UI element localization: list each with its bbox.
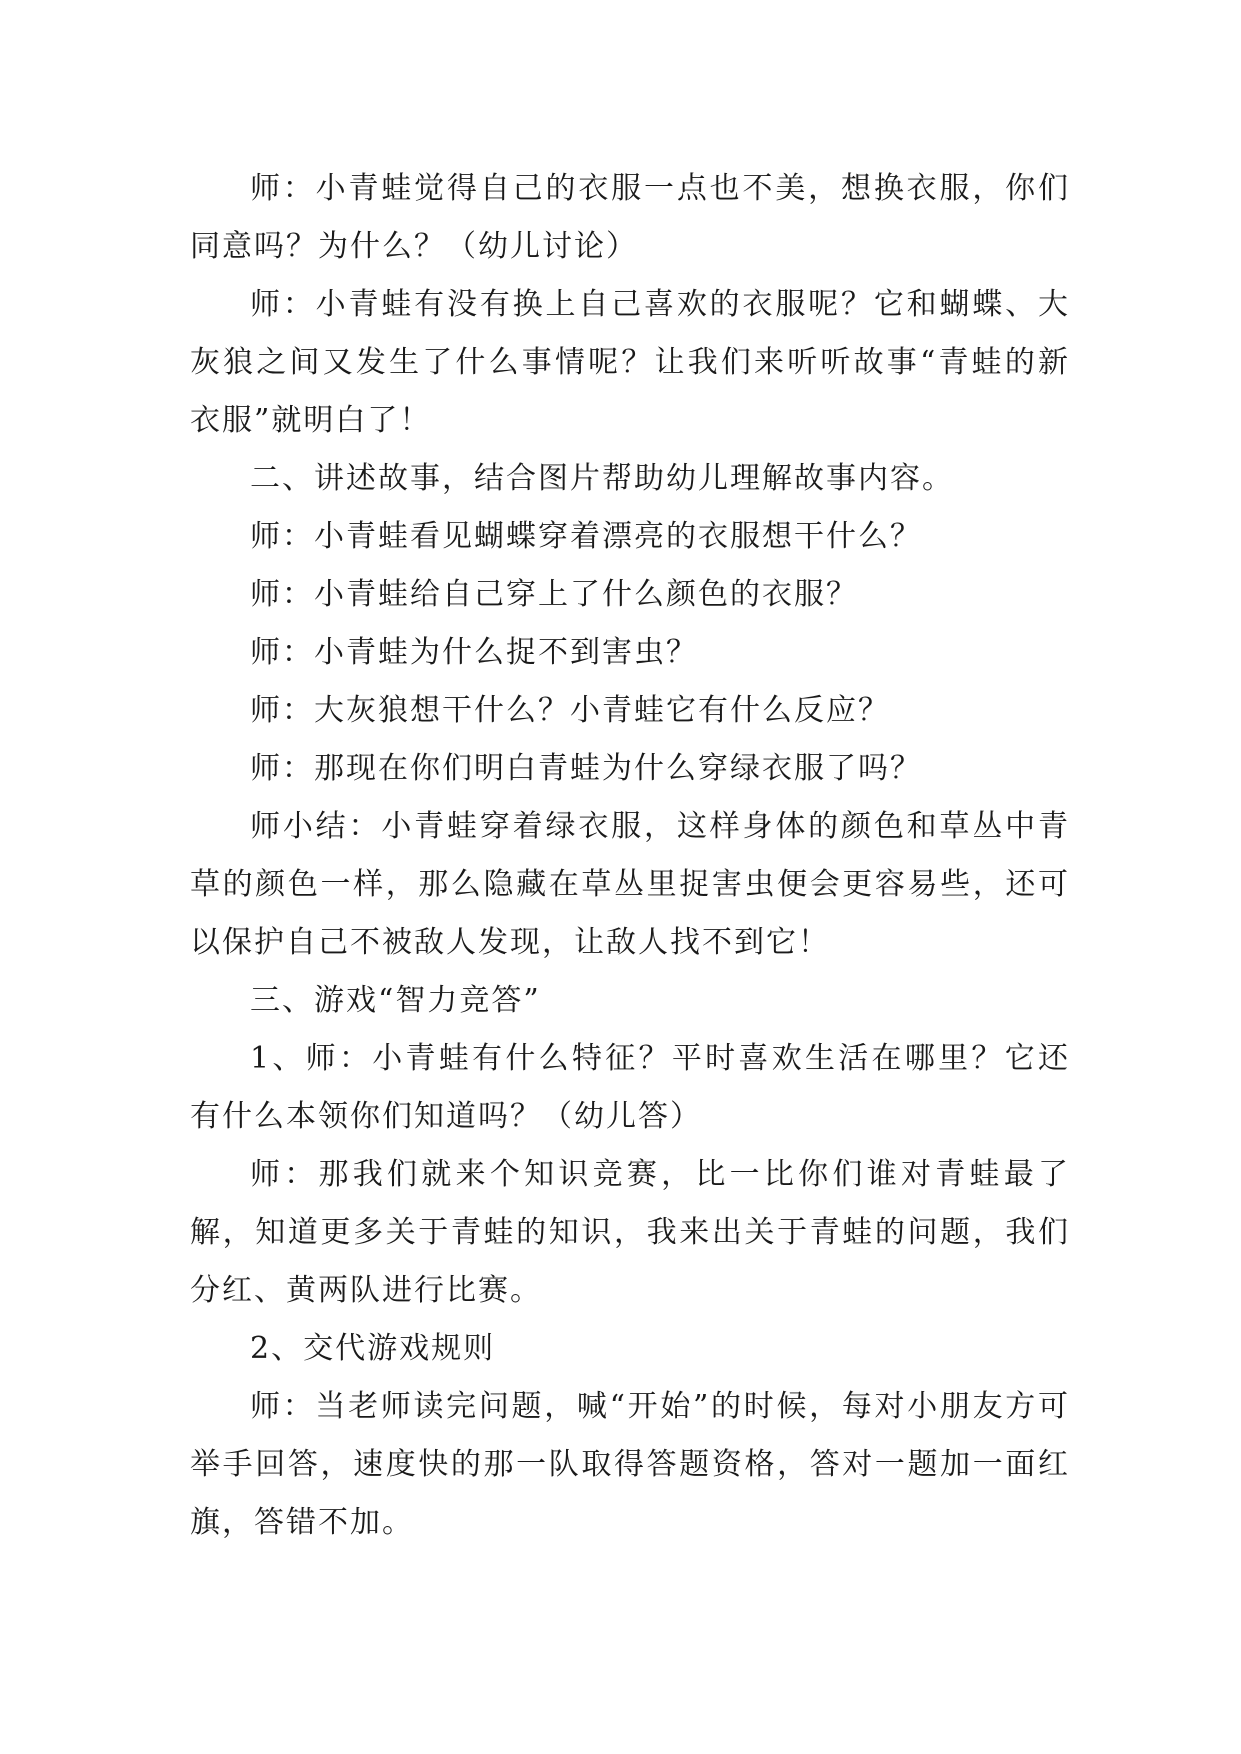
paragraph-teacher-summary: 师小结：小青蛙穿着绿衣服，这样身体的颜色和草丛中青草的颜色一样，那么隐藏在草丛里捉害虫便会更容易些，还可以保护自己不被敌人发现，让敌人找不到它！ bbox=[190, 809, 1070, 960]
document-body bbox=[190, 160, 1070, 1552]
paragraph-question-green: 师：那现在你们明白青蛙为什么穿绿衣服了吗？ bbox=[250, 751, 922, 786]
paragraph-game-rules: 师：当老师读完问题，喊“开始”的时候，每对小朋友方可举手回答，速度快的那一队取得答题资格，答对一题加一面红旗，答错不加。 bbox=[190, 1389, 1070, 1540]
paragraph-teacher-question-clothes: 师：小青蛙觉得自己的衣服一点也不美，想换衣服，你们同意吗？为什么？（幼儿讨论） bbox=[190, 171, 1070, 264]
paragraph-game-step-2: 2、交代游戏规则 bbox=[250, 1331, 496, 1366]
paragraph-question-butterfly: 师：小青蛙看见蝴蝶穿着漂亮的衣服想干什么？ bbox=[250, 519, 922, 554]
paragraph-question-wolf: 师：大灰狼想干什么？小青蛙它有什么反应？ bbox=[250, 693, 890, 728]
paragraph-question-pests: 师：小青蛙为什么捉不到害虫？ bbox=[250, 635, 698, 670]
paragraph-teacher-story-intro: 师：小青蛙有没有换上自己喜欢的衣服呢？它和蝴蝶、大灰狼之间又发生了什么事情呢？让我们来听听故事“青蛙的新衣服”就明白了！ bbox=[190, 287, 1070, 438]
section-heading-tell-story: 二、讲述故事，结合图片帮助幼儿理解故事内容。 bbox=[250, 461, 954, 496]
paragraph-game-step-1: 1、师：小青蛙有什么特征？平时喜欢生活在哪里？它还有什么本领你们知道吗？（幼儿答） bbox=[190, 1041, 1070, 1134]
section-heading-game: 三、游戏“智力竞答” bbox=[250, 983, 541, 1018]
paragraph-knowledge-contest: 师：那我们就来个知识竞赛，比一比你们谁对青蛙最了解，知道更多关于青蛙的知识，我来出关于青蛙的问题，我们分红、黄两队进行比赛。 bbox=[190, 1157, 1070, 1308]
paragraph-question-color: 师：小青蛙给自己穿上了什么颜色的衣服？ bbox=[250, 577, 858, 612]
